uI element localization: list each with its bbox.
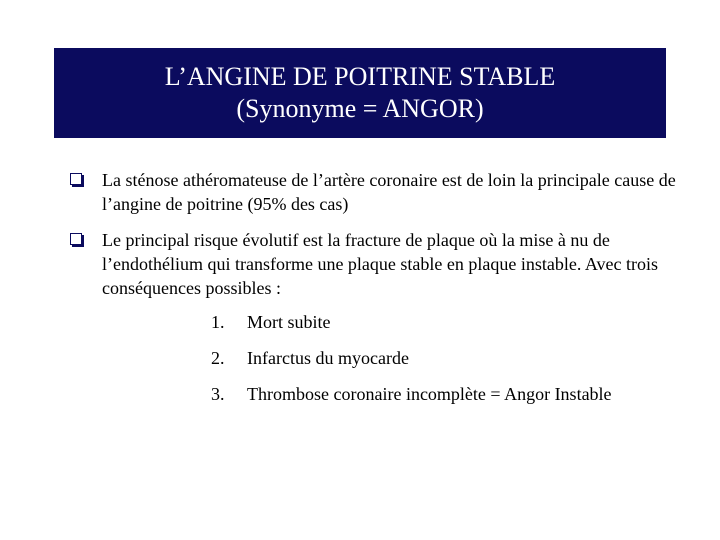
checkbox-square-icon xyxy=(70,233,82,245)
bullet-item-2 xyxy=(68,228,678,300)
list-item-text: Infarctus du myocarde xyxy=(247,348,409,368)
list-item xyxy=(211,310,691,346)
list-item xyxy=(211,382,691,418)
consequences-list xyxy=(211,310,691,418)
list-number: 2. xyxy=(211,348,225,368)
checkbox-square-icon xyxy=(70,173,82,185)
bullet-list xyxy=(68,168,678,312)
list-item-text: Thrombose coronaire incomplète = Angor Instable xyxy=(247,384,612,404)
list-item xyxy=(211,346,691,382)
list-number: 1. xyxy=(211,312,225,332)
list-number: 3. xyxy=(211,384,225,404)
bullet-item-1 xyxy=(68,168,678,216)
bullet-text: Le principal risque évolutif est la fracture de plaque où la mise à nu de l’endothélium qui transforme une plaque stable en plaque instable. Avec trois conséquences possibles : xyxy=(102,230,659,298)
list-item-text: Mort subite xyxy=(247,312,331,332)
slide-title-banner xyxy=(54,48,666,138)
slide-subtitle: (Synonyme = ANGOR) xyxy=(236,94,484,123)
bullet-text: La sténose athéromateuse de l’artère coronaire est de loin la principale cause de l’angine de poitrine (95% des cas) xyxy=(102,170,676,214)
slide-title: L’ANGINE DE POITRINE STABLE xyxy=(164,62,556,91)
